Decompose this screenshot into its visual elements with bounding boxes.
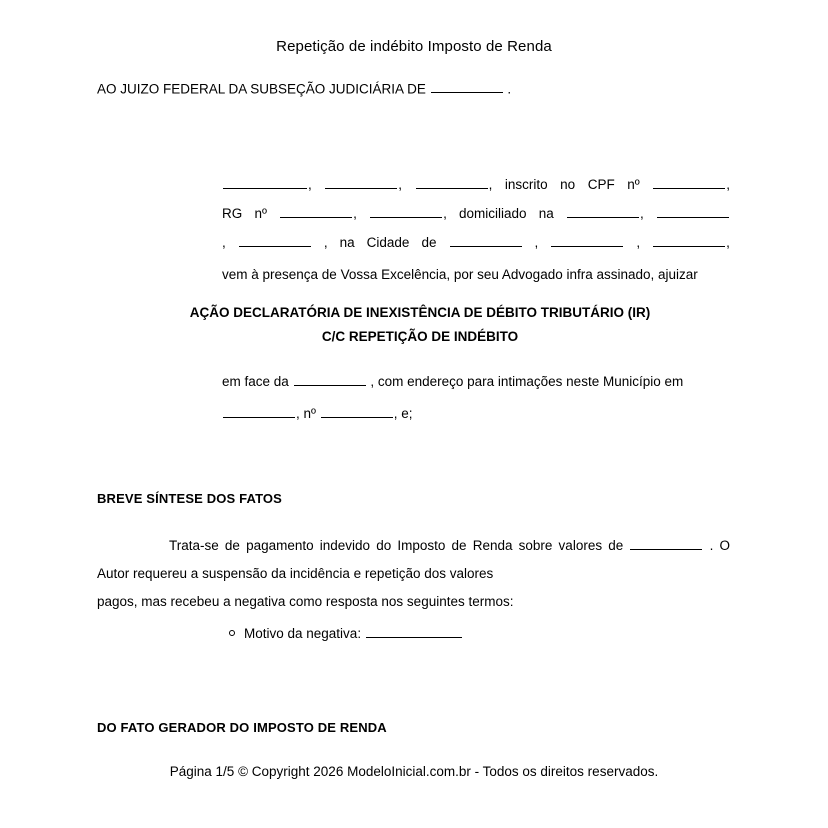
addressee-line [97,80,737,96]
em-face-middle: , com endereço para intimações neste Município em [370,374,684,389]
qualification-line-2 [222,199,730,228]
comma-8: , [636,235,641,250]
em-face-line-2 [222,398,730,430]
em-face-paragraph [222,366,730,430]
comma-4: , [353,206,357,221]
blank-field-bairro[interactable] [239,234,311,247]
section-heading-fato-gerador: DO FATO GERADOR DO IMPOSTO DE RENDA [97,720,387,735]
page-title: Repetição de indébito Imposto de Renda [276,38,552,55]
negativa-bullet-list [222,624,463,644]
qualification-cpf-label: , inscrito no CPF nº [488,177,640,192]
blank-field-rg[interactable] [280,205,352,218]
comma-5: , [639,206,644,221]
bullet-label: Motivo da negativa: [244,626,362,641]
breve-sintese-part2: . O Autor requereu a suspensão da incidência e repetição dos valores [97,538,730,581]
blank-field-cidade[interactable] [450,234,522,247]
page-footer: Página 1/5 © Copyright 2026 ModeloInicial.com.br - Todos os direitos reservados. [169,764,659,779]
em-face-prefix: em face da [222,374,289,389]
em-face-numero-label: , nº [296,406,316,421]
action-heading [140,301,700,349]
blank-field-endereco[interactable] [567,205,639,218]
blank-field-juizo[interactable] [431,80,503,93]
em-face-line-1 [222,366,730,398]
breve-sintese-paragraph [97,532,730,588]
comma-3: , [726,177,730,192]
blank-field-nome[interactable] [223,176,307,189]
blank-field-orgao-emissor[interactable] [370,205,442,218]
rg-label: RG nº [222,206,267,221]
comma-7: , [534,235,539,250]
blank-field-re[interactable] [294,373,366,386]
breve-sintese-part3: pagos, mas recebeu a negativa como resposta nos seguintes termos: [97,594,514,609]
em-face-suffix: , e; [393,406,413,421]
comma-2: , [398,177,403,192]
blank-field-valores[interactable] [630,537,702,550]
comma-9: , [726,235,730,250]
addressee-period: . [507,81,512,97]
list-item [244,624,463,644]
domiciliado-label: , domiciliado na [443,206,554,221]
addressee-text: AO JUIZO FEDERAL DA SUBSEÇÃO JUDICIÁRIA DE [97,81,426,97]
qualification-line-3 [222,228,730,257]
blank-field-cpf[interactable] [653,176,725,189]
action-heading-line-2: C/C REPETIÇÃO DE INDÉBITO [321,329,519,344]
cidade-label: , na Cidade de [323,235,437,250]
blank-field-nacionalidade[interactable] [325,176,397,189]
blank-field-estado[interactable] [551,234,623,247]
blank-field-numero-endereco[interactable] [657,205,729,218]
qualification-block [222,170,730,257]
circle-bullet-icon [229,630,235,636]
blank-field-motivo-negativa[interactable] [366,625,462,638]
section-heading-breve-sintese: BREVE SÍNTESE DOS FATOS [97,491,283,506]
qualification-closing-line: vem à presença de Vossa Excelência, por seu Advogado infra assinado, ajuizar [222,267,698,282]
blank-field-estado-civil[interactable] [416,176,488,189]
comma-6: , [222,235,226,250]
breve-sintese-part1: Trata-se de pagamento indevido do Imposto de Renda sobre valores de [169,538,624,553]
qualification-line-1 [222,170,730,199]
blank-field-cep[interactable] [653,234,725,247]
blank-field-numero-re[interactable] [321,405,393,418]
action-heading-line-1: AÇÃO DECLARATÓRIA DE INEXISTÊNCIA DE DÉBITO TRIBUTÁRIO (IR) [189,305,651,320]
comma-1: , [308,177,312,192]
breve-sintese-body [97,532,730,616]
blank-field-endereco-re[interactable] [223,405,295,418]
